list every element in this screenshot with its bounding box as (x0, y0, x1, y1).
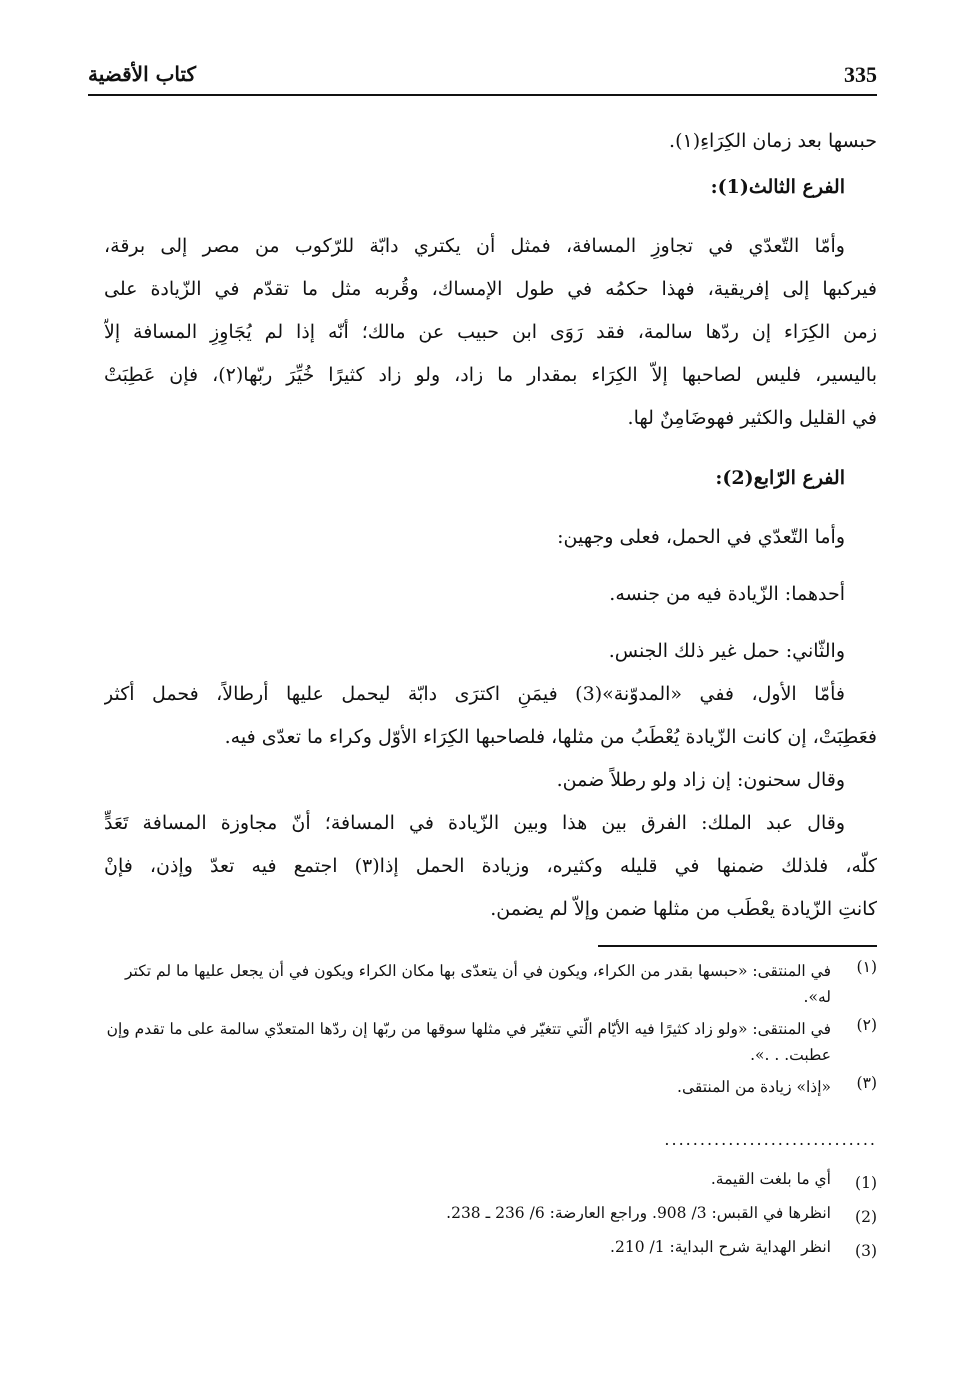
text-line: والثّاني: حمل غير ذلك الجنس. (608, 640, 845, 662)
footnotes-editor (104, 1166, 877, 1268)
paragraph-line: باليسير، فليس لصاحبها إلاّ الكِرَاء بمقدار ما زاد، ولو زاد كثيرًا خُيِّرَ ربّها(٢)، فإن عَطِبَتْ (104, 364, 877, 386)
paragraph-line: وأمّا التّعدّي في تجاوزِ المسافة، فمثل أن يكتري دابّة للرّكوب من مصر إلى برقة، (104, 235, 845, 257)
footnote-item (104, 1074, 877, 1100)
paragraph-line: فيركبها إلى إفريقية، فهذا حكمُه في طول الإمساك، وقُربه مثل ما تقدّم في الزّيادة على (104, 278, 877, 300)
footnote-text: في المنتقى: «حبسها بقدر من الكراء، ويكون في أن يتعدّى بها مكان الكراء ويكون في أن يجعل عليها ما لم تكتر له». (124, 962, 831, 1006)
paragraph-line: وقال عبد الملك: الفرق بين هذا وبين الزّيادة في المسافة؛ أنّ مجاوزة المسافة تَعَدٍّ (104, 812, 845, 834)
footnote-number: (3) (855, 1242, 877, 1260)
footnote-text: «إذا» زيادة من المنتقى. (677, 1078, 831, 1096)
paragraph-line: زمن الكِرَاء إن ردّها سالمة، فقد رَوَى ابن حبيب عن مالك؛ أنّه إذا لم يُجَاوِزِ المسافة إلاّ (104, 321, 877, 343)
footnote-separator (598, 945, 877, 947)
text-line: حبسها بعد زمان الكِرَاءِ(١). (669, 130, 877, 152)
text-line: وقال سحنون: إن زاد ولو رطلاً ضمن. (556, 769, 845, 791)
footnotes-original (104, 958, 877, 1106)
paragraph-line: كانتِ الزّيادة يعْطَب من مثلها ضمن وإلاّ لم يضمن. (490, 898, 877, 920)
section-heading: الفرع الرّابع(2): (715, 467, 845, 489)
footnote-text: في المنتقى: «ولو زاد كثيرًا فيه الأيّام الّتي تتغيّر في مثلها سوقها من ربّها إن ردّها المتعدّي سالمة على ما تقدم وإن عطبت. . .». (106, 1020, 831, 1064)
footnote-text: انظرها في القبس: 3/ 908. وراجع العارضة: 6/ 236 ـ 238. (446, 1204, 831, 1222)
text-line: أحدهما: الزّيادة فيه من جنسه. (609, 583, 845, 605)
running-title: كتاب الأقضية (88, 62, 197, 86)
page-header (88, 58, 877, 96)
footnote-number: (٣) (856, 1074, 877, 1092)
paragraph-line: فعَطِبَتْ، إن كانت الزّيادة يُعْطَبُ من مثلها، فلصاحبها الكِرَاء الأوّل وكراء ما تعدّى فيه. (224, 726, 877, 748)
footnote-item (104, 1166, 877, 1200)
footnote-number: (٢) (856, 1016, 877, 1034)
section-heading: الفرع الثالث(1): (710, 176, 845, 198)
footnote-number: (1) (855, 1174, 877, 1192)
text-line: وأما التّعدّي في الحمل، فعلى وجهين: (557, 526, 845, 548)
footnote-number: (١) (856, 958, 877, 976)
footnote-item (104, 1016, 877, 1068)
footnote-item (104, 1234, 877, 1268)
footnote-text: أي ما بلغت القيمة. (710, 1170, 831, 1188)
paragraph-line: كلّه، فلذلك ضمنها في قليله وكثيره، وزيادة الحمل إذا(٣) اجتمع فيه تعدّ وإذن، فإنْ (104, 855, 877, 877)
dotted-separator: .............................. (664, 1130, 877, 1149)
paragraph-line: فأمّا الأول، ففي «المدوّنة»(3) فيمَنِ اكترَى دابّة ليحمل عليها أرطالاً، فحمل أكثر (104, 683, 845, 705)
footnote-item (104, 1200, 877, 1234)
page-number: 335 (844, 62, 877, 87)
footnote-text: انظر الهداية شرح البداية: 1/ 210. (610, 1238, 831, 1256)
paragraph-line: في القليل والكثير فهوضَامِنٌ لها. (627, 407, 877, 429)
footnote-item (104, 958, 877, 1010)
footnote-number: (2) (855, 1208, 877, 1226)
main-text (104, 120, 877, 931)
